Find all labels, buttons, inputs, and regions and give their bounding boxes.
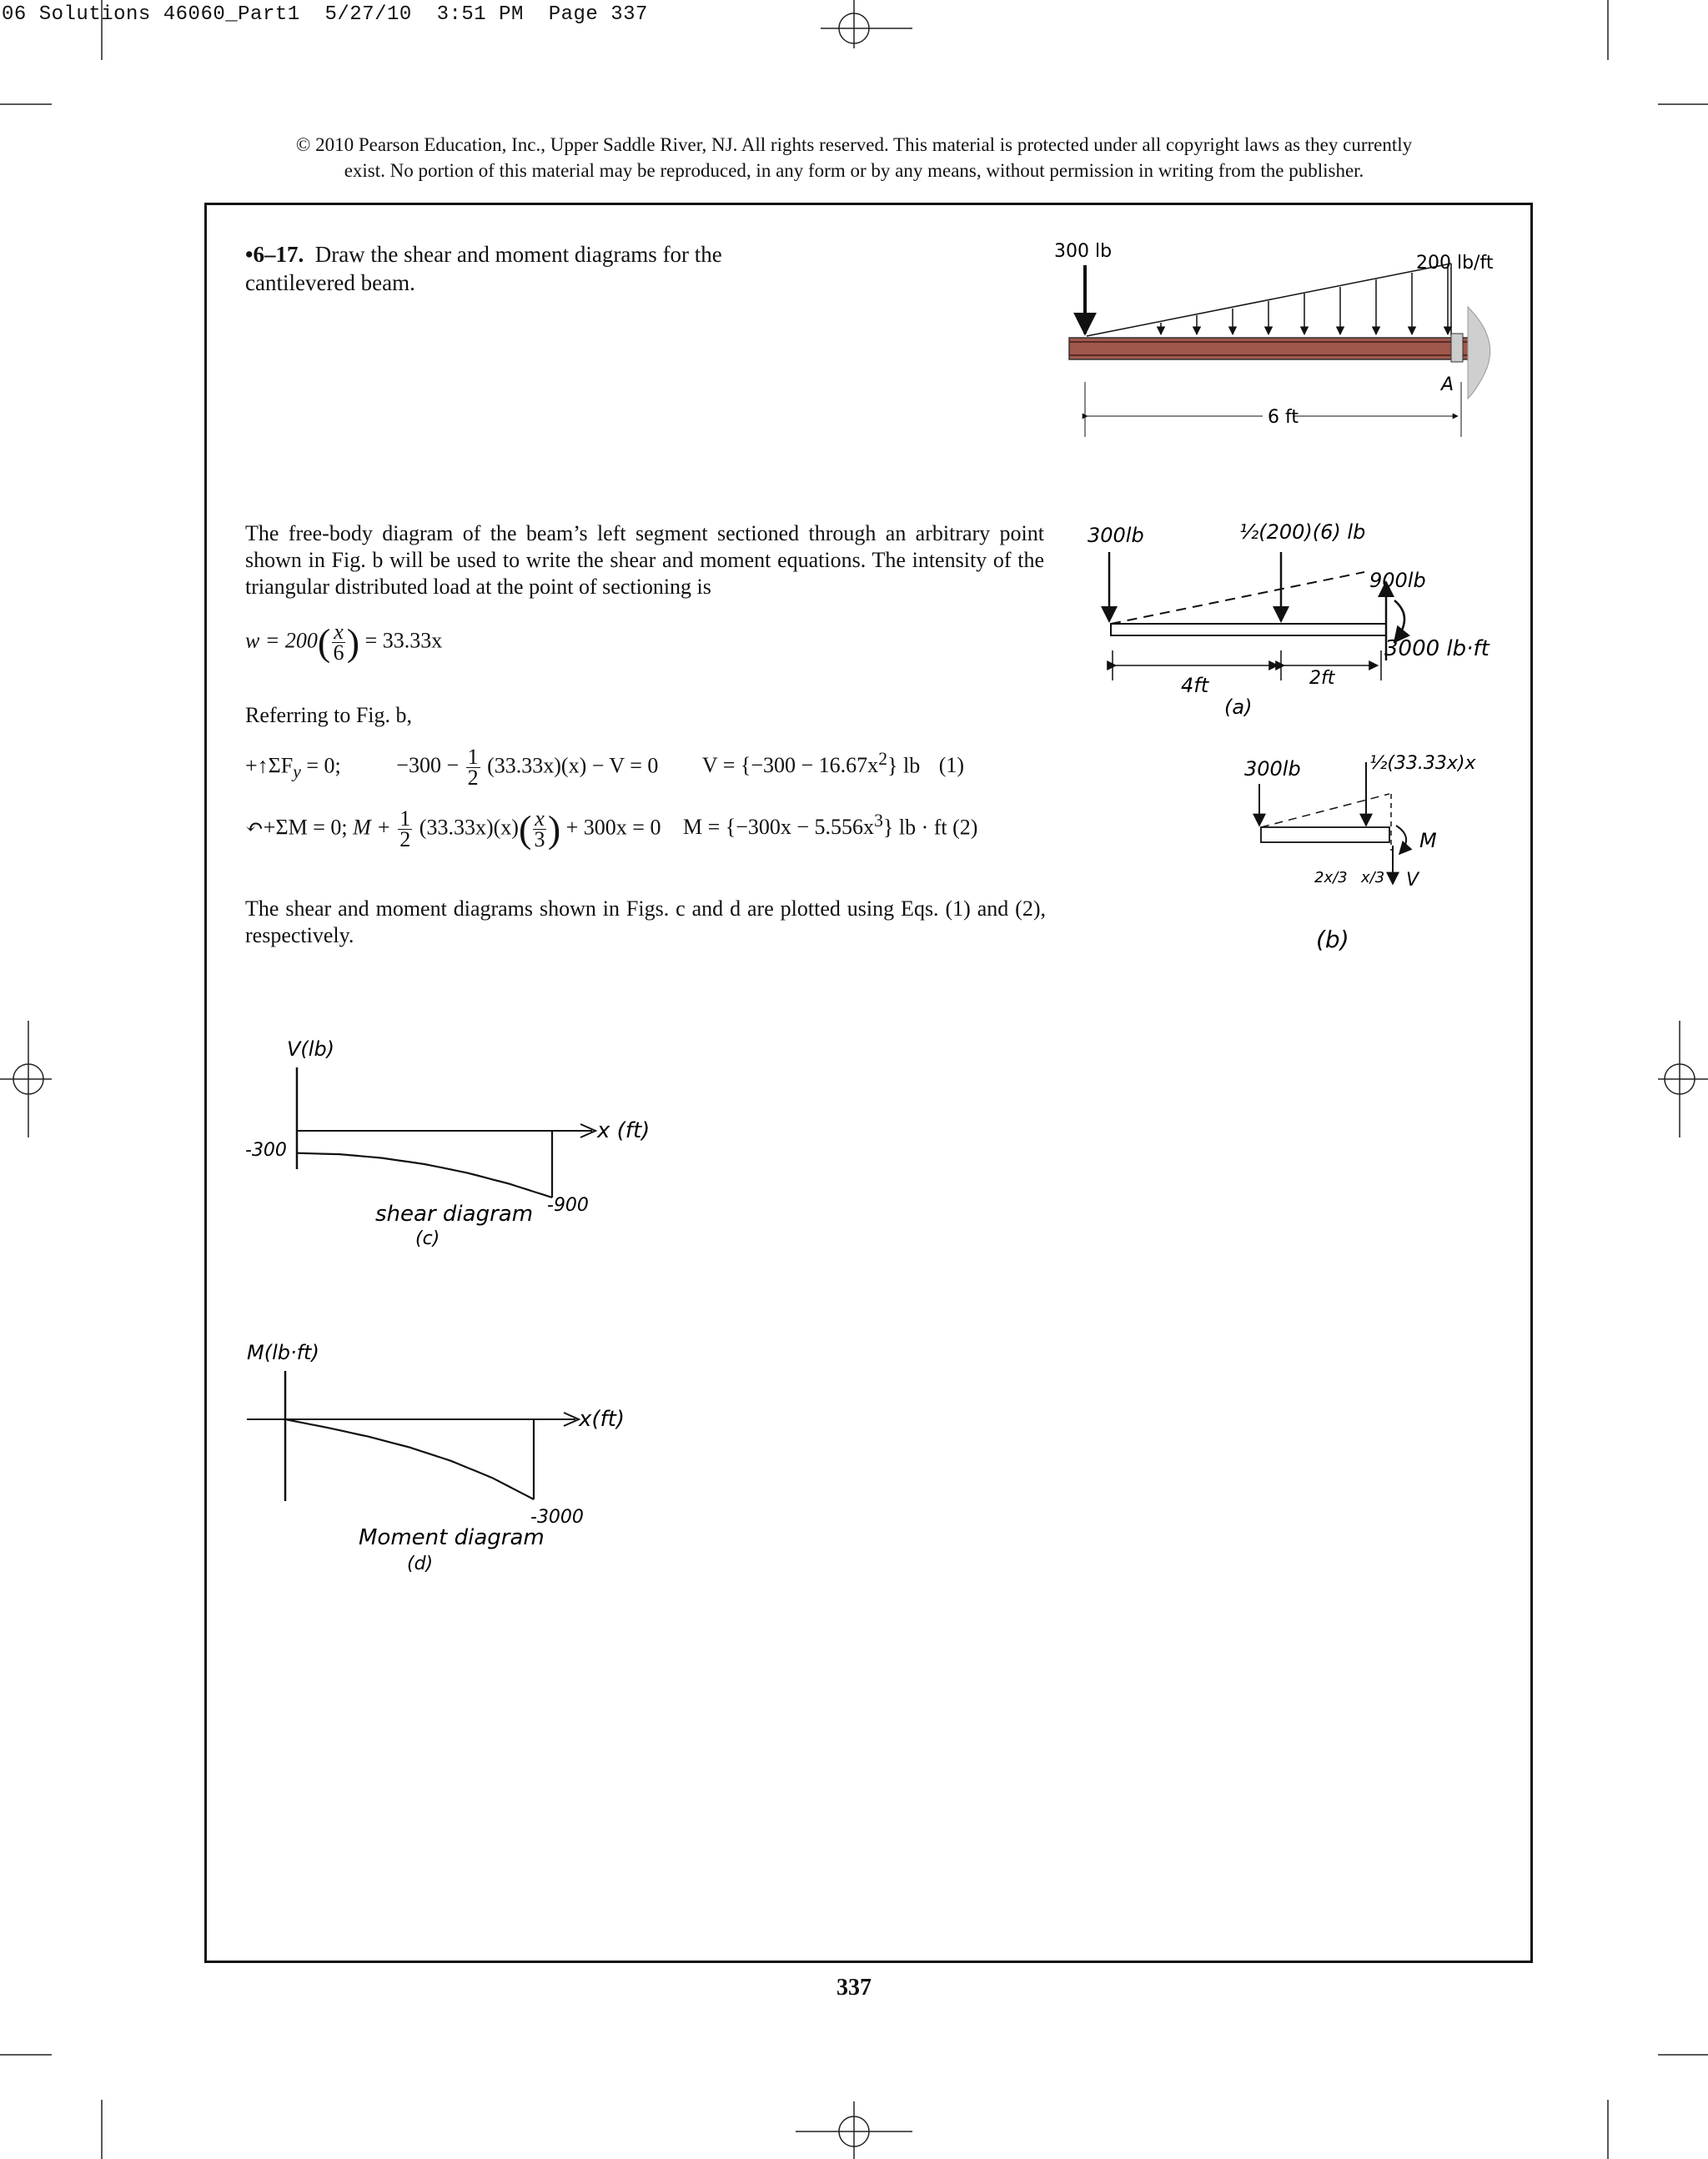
problem-text: Draw the shear and moment diagrams for the cantilevered beam.: [245, 242, 722, 295]
moment-end-label: -3000: [530, 1507, 584, 1528]
fig-a-load-300: 300lb: [1088, 524, 1144, 547]
shear-start-label: -300: [245, 1140, 287, 1161]
fig-b-moment-arrow: [1396, 826, 1406, 854]
w-equation: w = 200( $\frac{x}{6}$ ) = 33.33x: [245, 620, 443, 665]
fig-b-shear-label: V: [1406, 870, 1419, 891]
shear-diagram: [242, 1027, 676, 1278]
dist-load-label: 200 lb/ft: [1416, 253, 1494, 274]
fig-a-moment: 3000 lb·ft: [1384, 636, 1489, 661]
moment-title: Moment diagram: [359, 1525, 545, 1550]
shear-xlabel: x (ft): [597, 1118, 651, 1143]
fig-a-dim-left: 4ft: [1181, 674, 1209, 697]
fig-b-dim-right: x/3: [1361, 869, 1385, 886]
shear-title: shear diagram: [375, 1202, 534, 1227]
fig-a-reaction: 900lb: [1369, 569, 1426, 592]
bolt-plate: [1451, 334, 1463, 362]
copyright-notice: © 2010 Pearson Education, Inc., Upper Saddle River, NJ. All rights reserved. This material is protected under all copyright laws as they currently exist. No portion of this material may be reproduced, in any form or by any means, without permission in writing from the publisher.: [295, 134, 1413, 181]
fig-b-beam: [1261, 827, 1389, 842]
print-slug: 06 Solutions 46060_Part1 5/27/10 3:51 PM Page 337: [2, 3, 648, 26]
fig-b-load-envelope: [1261, 794, 1389, 827]
support-label: A: [1441, 374, 1454, 395]
fig-a-beam: [1111, 624, 1386, 635]
moment-xlabel: x(ft): [579, 1407, 625, 1432]
problem-number: •6–17.: [245, 242, 304, 267]
equation-1: $+↑\Sigma F_y = 0$; −300 − $\frac{1}{2}$ (33.33x)(x) − V = 0 $V = \{-300 - 16.67x^2\}$ lb (1): [245, 745, 965, 790]
figure-a: [1084, 517, 1518, 726]
beam-figure: [1034, 240, 1501, 440]
wall-support: [1468, 307, 1490, 399]
shear-end-label: -900: [547, 1195, 589, 1216]
shear-curve: [297, 1153, 552, 1197]
fig-b-resultant: ½(33.33x)x: [1369, 753, 1476, 774]
moment-curve: [285, 1419, 534, 1499]
moment-diagram: [242, 1334, 676, 1593]
moment-caption: (d): [407, 1554, 434, 1574]
fig-b-dim-left: 2x/3: [1314, 869, 1348, 886]
length-label: 6 ft: [1268, 407, 1299, 428]
solution-intro: The free-body diagram of the beam’s left segment sectioned through an arbitrary point shown in Fig. b will be used to write the shear and moment equations. The intensity of the triangular distributed load at the point of sectioning is: [245, 521, 1044, 599]
figure-b: [1234, 742, 1518, 959]
shear-caption: (c): [415, 1228, 440, 1249]
point-load-label: 300 lb: [1054, 241, 1113, 262]
fig-b-load-300: 300lb: [1244, 757, 1301, 781]
load-arrows: [1161, 265, 1448, 334]
moment-ylabel: M(lb·ft): [247, 1341, 319, 1364]
beam: [1069, 338, 1483, 359]
fig-b-moment-label: M: [1419, 829, 1437, 852]
problem-statement: [245, 240, 829, 297]
fig-a-dim-right: 2ft: [1309, 668, 1335, 689]
fig-a-resultant: ½(200)(6) lb: [1239, 520, 1366, 544]
fig-b-caption: (b): [1316, 926, 1349, 953]
page-number: 337: [836, 1975, 872, 2001]
fig-a-caption: (a): [1224, 695, 1253, 719]
referring-text: Referring to Fig. b,: [245, 703, 413, 727]
shear-ylabel: V(lb): [287, 1037, 335, 1061]
equation-2: ↶+ΣM = 0; M + $\frac{1}{2}$ (33.33x)(x)( $\frac{x}{3}$ ) + 300x = 0 $M = \{-300x - 5.556x^3\}$ lb · ft (2): [245, 806, 978, 851]
fig-a-load-envelope: [1111, 572, 1364, 624]
solution-closing: The shear and moment diagrams shown in Figs. c and d are plotted using Eqs. (1) and (2), respectively.: [245, 896, 1046, 947]
